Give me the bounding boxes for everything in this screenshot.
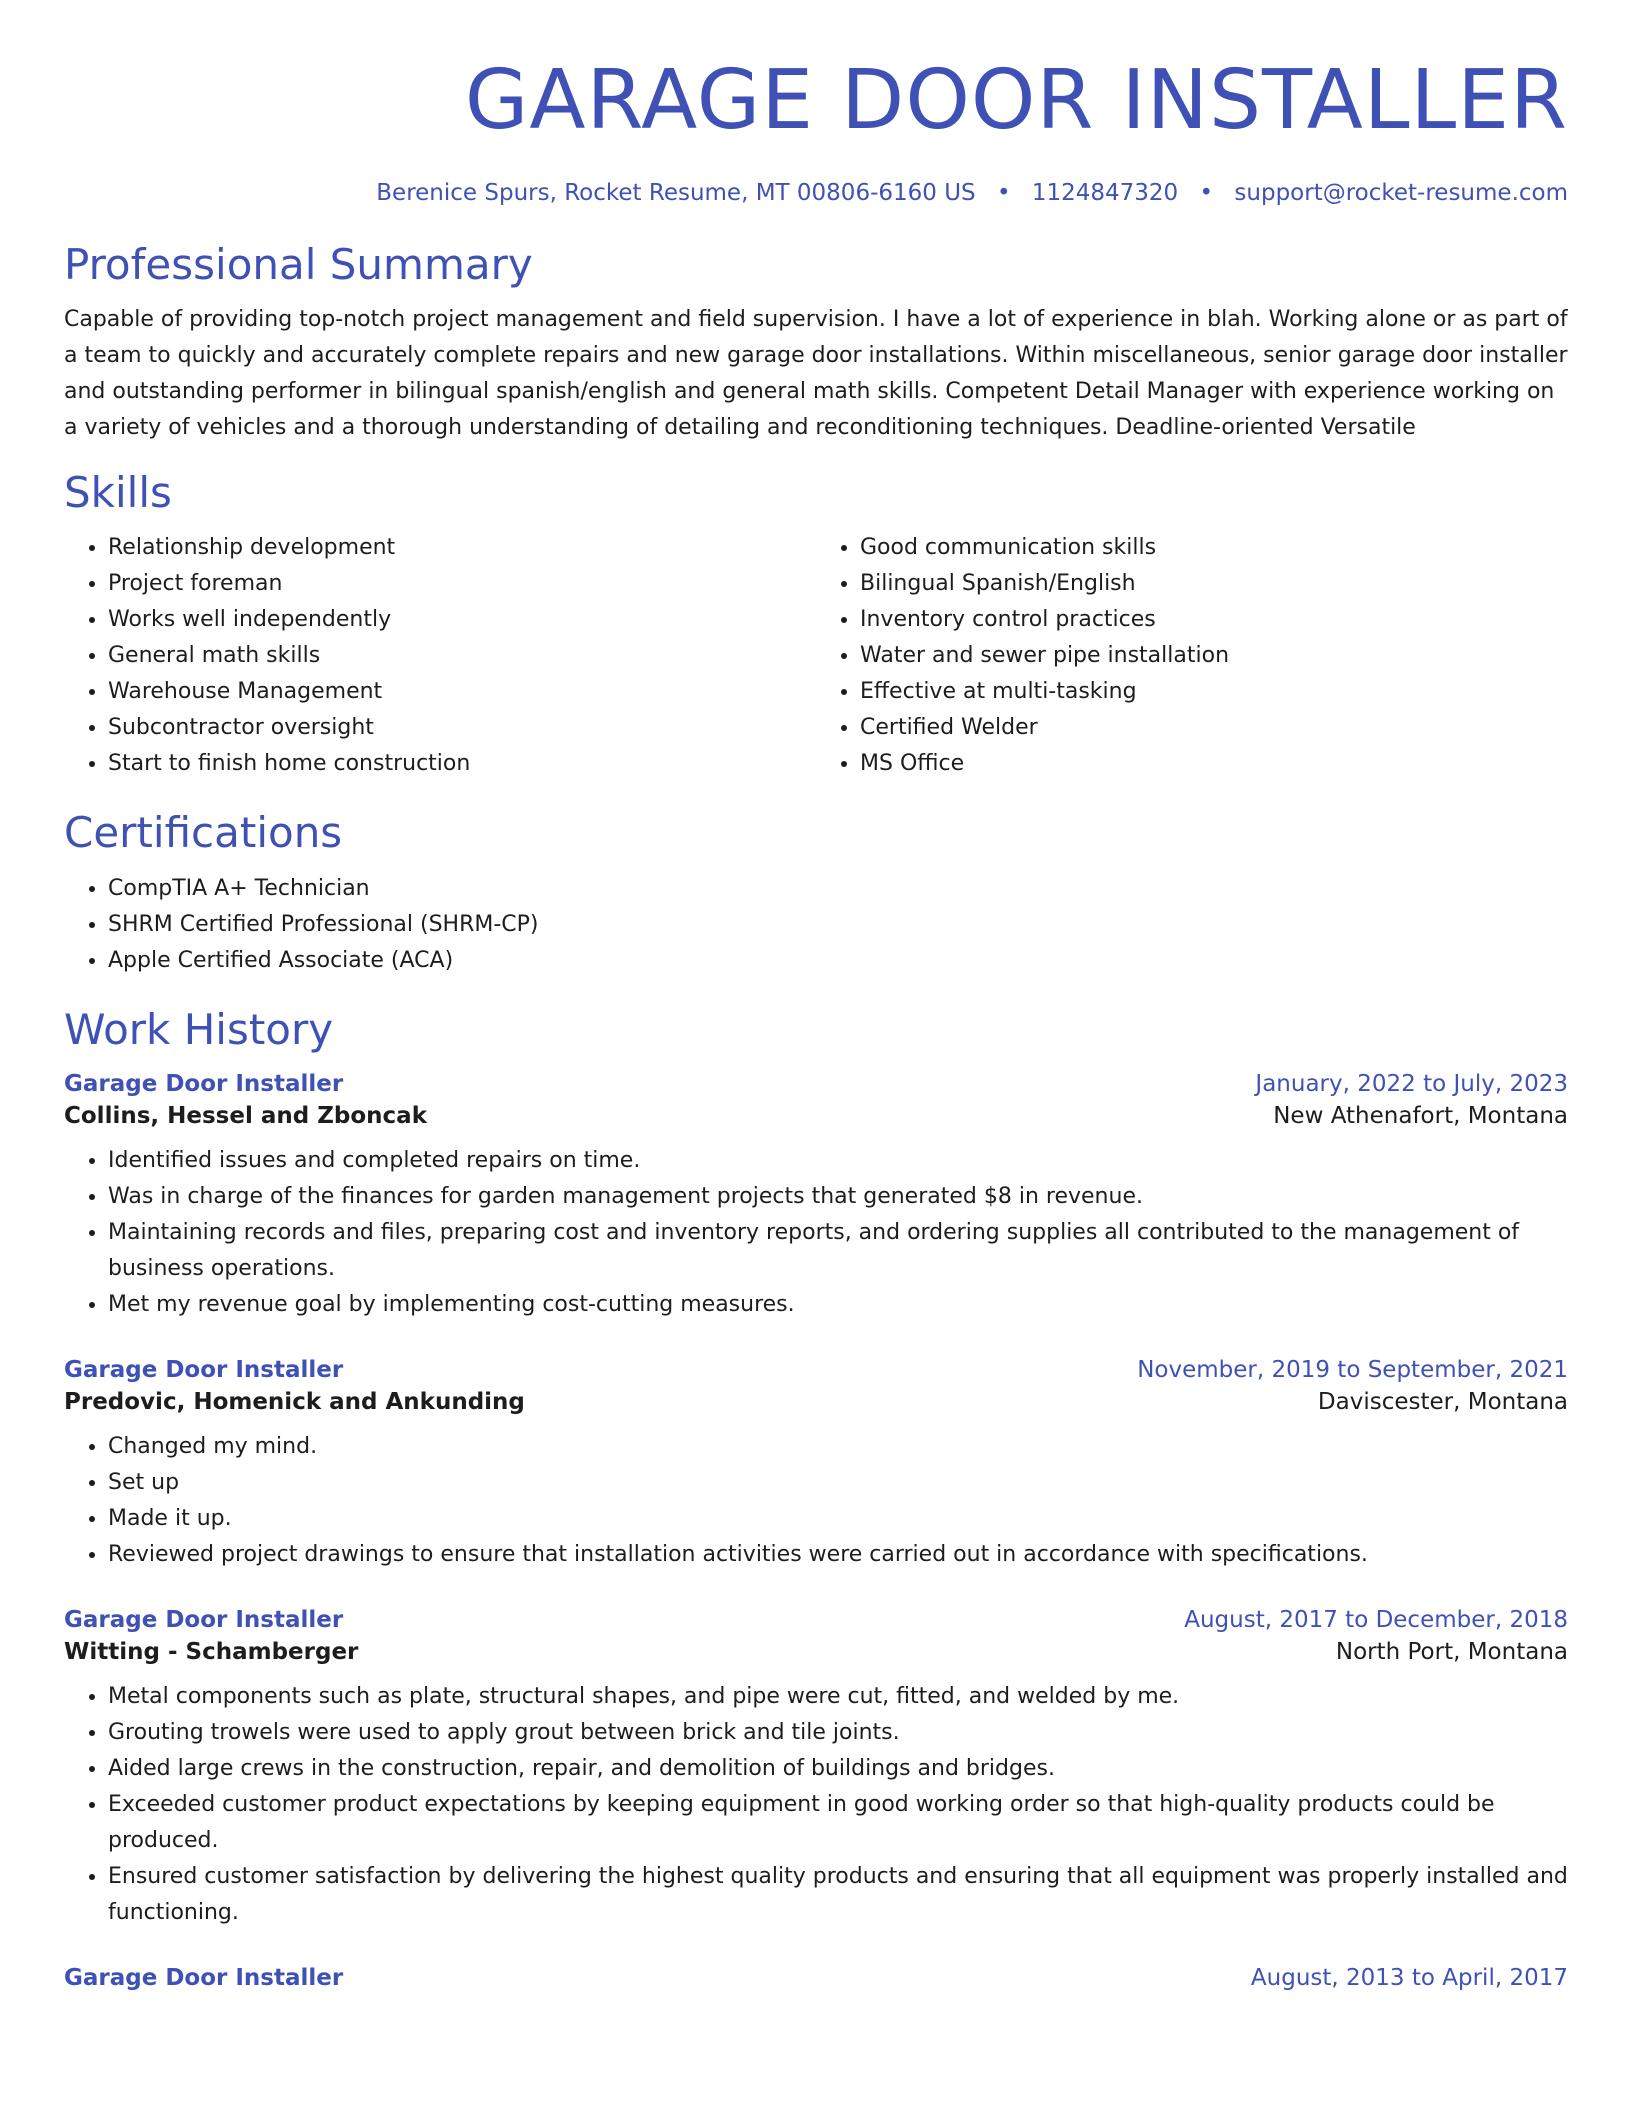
job-bullet: • Met my revenue goal by implementing cost-cutting measures. — [108, 1287, 1568, 1323]
candidate-title: GARAGE DOOR INSTALLER — [464, 53, 1568, 148]
job-header-row — [64, 1071, 1568, 1097]
job-company-row — [64, 1639, 1568, 1665]
job-entry — [64, 1071, 1568, 1323]
skills-columns — [64, 530, 1568, 782]
job-bullet: • Changed my mind. — [108, 1429, 1568, 1465]
certification-item: • CompTIA A+ Technician — [108, 871, 1568, 907]
skill-item: • Start to finish home construction — [108, 746, 816, 782]
job-bullet: • Reviewed project drawings to ensure that installation activities were carried out in accordance with specifications. — [108, 1537, 1568, 1573]
job-dates: August, 2013 to April, 2017 — [1250, 1964, 1568, 1991]
job-bullet: • Exceeded customer product expectations by keeping equipment in good working order so that high-quality products could be produced. — [108, 1787, 1568, 1859]
job-location: New Athenafort, Montana — [1273, 1102, 1568, 1129]
skills-heading: Skills — [64, 468, 172, 518]
job-bullet: • Aided large crews in the construction, repair, and demolition of buildings and bridges. — [108, 1751, 1568, 1787]
skill-item: • Project foreman — [108, 566, 816, 602]
job-title: Garage Door Installer — [64, 1606, 344, 1633]
job-company: Collins, Hessel and Zboncak — [64, 1102, 427, 1129]
job-title: Garage Door Installer — [64, 1070, 344, 1097]
skill-item: • Works well independently — [108, 602, 816, 638]
job-dates: January, 2022 to July, 2023 — [1255, 1070, 1568, 1097]
job-company-row — [64, 1389, 1568, 1415]
contact-separator: • — [1199, 180, 1214, 206]
job-bullet: • Metal components such as plate, structural shapes, and pipe were cut, fitted, and welded by me. — [108, 1679, 1568, 1715]
contact-separator: • — [996, 180, 1011, 206]
summary-text: Capable of providing top-notch project management and field supervision. I have a lot of experience in blah. Working alone or as part of a team to quickly and accurately complete repairs and new garage door installations. Within miscellaneous, senior garage door installer and outstanding performer in bilingual spanish/english and general math skills. Competent Detail Manager with experience working on a variety of vehicles and a thorough understanding of detailing and reconditioning techniques. Deadline-oriented Versatile — [64, 307, 1568, 441]
certifications-heading: Certifications — [64, 808, 343, 858]
job-entry — [64, 1607, 1568, 1931]
job-company-row — [64, 1103, 1568, 1129]
skill-item: • MS Office — [860, 746, 1568, 782]
job-entry — [64, 1965, 1568, 1991]
contact-email[interactable]: support@rocket-resume.com — [1234, 180, 1568, 206]
skill-item: • Relationship development — [108, 530, 816, 566]
job-dates: November, 2019 to September, 2021 — [1137, 1356, 1568, 1383]
job-header-row — [64, 1965, 1568, 1991]
job-bullet: • Ensured customer satisfaction by delivering the highest quality products and ensuring that all equipment was properly installed and functioning. — [108, 1859, 1568, 1931]
skill-item: • Effective at multi-tasking — [860, 674, 1568, 710]
job-header-row — [64, 1357, 1568, 1383]
job-bullet: • Was in charge of the finances for garden management projects that generated $8 in revenue. — [108, 1179, 1568, 1215]
job-title: Garage Door Installer — [64, 1356, 344, 1383]
skill-item: • Subcontractor oversight — [108, 710, 816, 746]
skill-item: • Good communication skills — [860, 530, 1568, 566]
job-location: Daviscester, Montana — [1317, 1388, 1568, 1415]
job-bullets — [64, 1679, 1568, 1931]
job-bullet: • Made it up. — [108, 1501, 1568, 1537]
contact-phone: 1124847320 — [1031, 180, 1179, 206]
job-bullet: • Set up — [108, 1465, 1568, 1501]
skill-item: • General math skills — [108, 638, 816, 674]
job-header-row — [64, 1607, 1568, 1633]
job-entry — [64, 1357, 1568, 1573]
job-bullets — [64, 1143, 1568, 1323]
job-bullet: • Identified issues and completed repairs on time. — [108, 1143, 1568, 1179]
job-title: Garage Door Installer — [64, 1964, 344, 1991]
job-location: North Port, Montana — [1335, 1638, 1568, 1665]
skill-item: • Certified Welder — [860, 710, 1568, 746]
summary-heading: Professional Summary — [64, 240, 533, 289]
skill-item: • Bilingual Spanish/English — [860, 566, 1568, 602]
job-bullet: • Grouting trowels were used to apply grout between brick and tile joints. — [108, 1715, 1568, 1751]
skill-item: • Water and sewer pipe installation — [860, 638, 1568, 674]
contact-address: Berenice Spurs, Rocket Resume, MT 00806-6160 US — [376, 180, 976, 206]
skill-item: • Inventory control practices — [860, 602, 1568, 638]
certification-item: • Apple Certified Associate (ACA) — [108, 943, 1568, 979]
skill-item: • Warehouse Management — [108, 674, 816, 710]
certification-item: • SHRM Certified Professional (SHRM-CP) — [108, 907, 1568, 943]
work-history-heading: Work History — [64, 1004, 334, 1054]
job-company: Predovic, Homenick and Ankunding — [64, 1388, 525, 1415]
contact-line — [64, 180, 1568, 206]
job-dates: August, 2017 to December, 2018 — [1184, 1606, 1568, 1633]
certifications-list — [64, 871, 1568, 979]
job-bullet: • Maintaining records and files, preparing cost and inventory reports, and ordering supplies all contributed to the management of business operations. — [108, 1215, 1568, 1287]
job-company: Witting - Schamberger — [64, 1638, 359, 1665]
skills-list-left — [64, 530, 816, 782]
job-bullets — [64, 1429, 1568, 1573]
skills-list-right — [816, 530, 1568, 782]
